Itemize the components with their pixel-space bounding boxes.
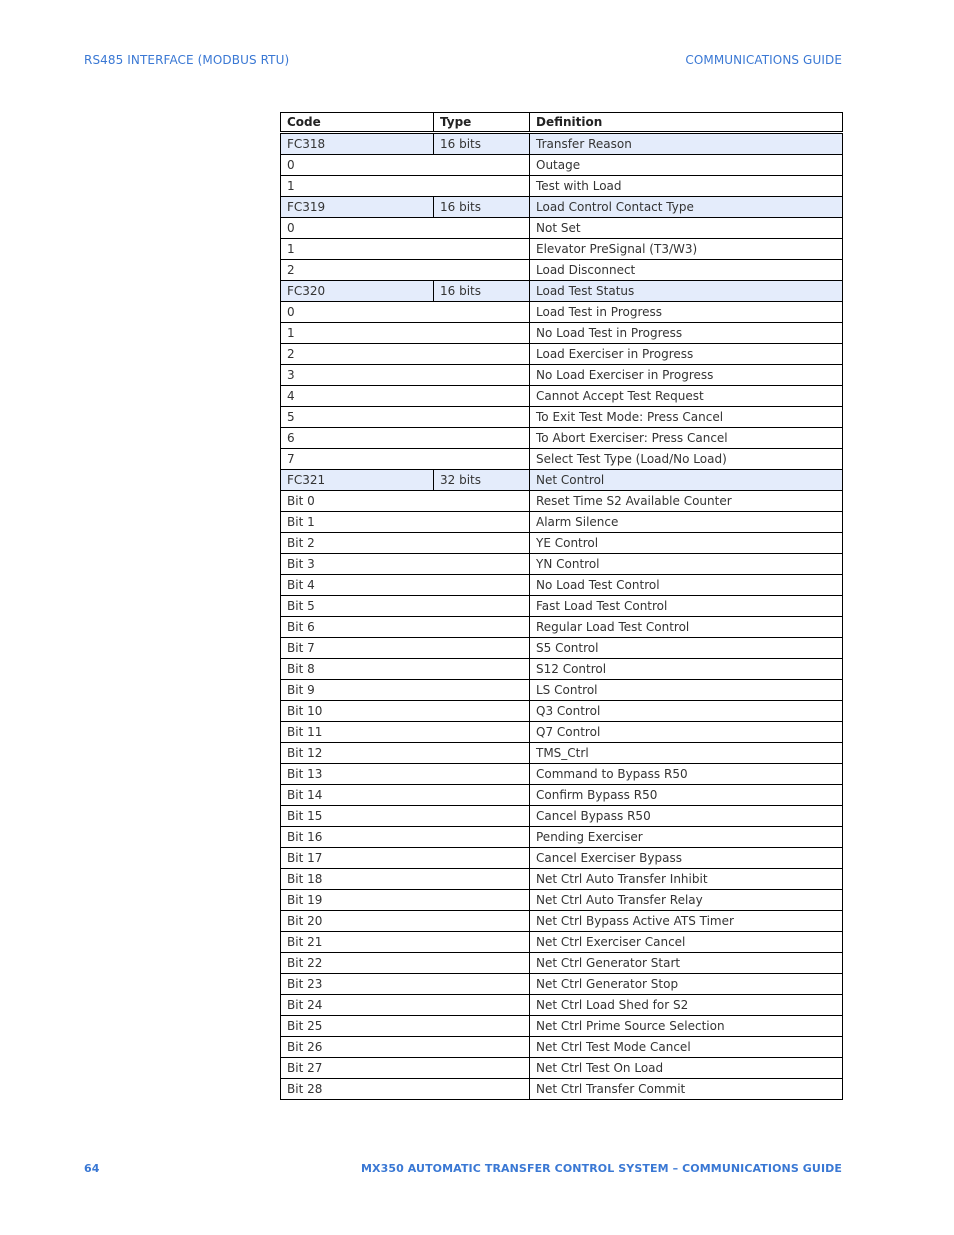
code-cell: Bit 17: [281, 848, 530, 869]
table-row: [281, 407, 843, 428]
format-code-row: [281, 470, 843, 491]
code-cell: 0: [281, 155, 530, 176]
code-cell: Bit 23: [281, 974, 530, 995]
definition-cell: Load Exerciser in Progress: [530, 344, 843, 365]
definition-cell: LS Control: [530, 680, 843, 701]
definition-cell: Net Ctrl Test Mode Cancel: [530, 1037, 843, 1058]
definition-cell: Load Test Status: [530, 281, 843, 302]
table-row: [281, 827, 843, 848]
definition-cell: Confirm Bypass R50: [530, 785, 843, 806]
definition-cell: To Exit Test Mode: Press Cancel: [530, 407, 843, 428]
definition-cell: Command to Bypass R50: [530, 764, 843, 785]
table-row: [281, 1058, 843, 1079]
code-cell: Bit 5: [281, 596, 530, 617]
table-row: [281, 1079, 843, 1100]
table-row: [281, 932, 843, 953]
table-row: [281, 995, 843, 1016]
column-header-code: Code: [281, 113, 434, 133]
definition-cell: Alarm Silence: [530, 512, 843, 533]
code-cell: Bit 27: [281, 1058, 530, 1079]
page-number: 64: [84, 1162, 100, 1175]
code-cell: Bit 26: [281, 1037, 530, 1058]
definition-cell: Net Ctrl Prime Source Selection: [530, 1016, 843, 1037]
table-row: [281, 239, 843, 260]
code-cell: Bit 2: [281, 533, 530, 554]
table-row: [281, 386, 843, 407]
table-row: [281, 722, 843, 743]
definition-cell: Q7 Control: [530, 722, 843, 743]
definition-cell: Q3 Control: [530, 701, 843, 722]
table-row: [281, 1016, 843, 1037]
definition-cell: Net Ctrl Auto Transfer Inhibit: [530, 869, 843, 890]
format-code-table-container: [280, 112, 842, 1100]
definition-cell: To Abort Exerciser: Press Cancel: [530, 428, 843, 449]
table-row: [281, 848, 843, 869]
table-row: [281, 176, 843, 197]
code-cell: Bit 19: [281, 890, 530, 911]
table-row: [281, 953, 843, 974]
code-cell: Bit 3: [281, 554, 530, 575]
definition-cell: Net Ctrl Transfer Commit: [530, 1079, 843, 1100]
definition-cell: Fast Load Test Control: [530, 596, 843, 617]
table-row: [281, 596, 843, 617]
code-cell: Bit 9: [281, 680, 530, 701]
running-footer-title: MX350 AUTOMATIC TRANSFER CONTROL SYSTEM – COMMUNICATIONS GUIDE: [360, 1162, 842, 1175]
table-row: [281, 638, 843, 659]
definition-cell: Pending Exerciser: [530, 827, 843, 848]
table-row: [281, 890, 843, 911]
definition-cell: Cancel Exerciser Bypass: [530, 848, 843, 869]
definition-cell: Net Ctrl Bypass Active ATS Timer: [530, 911, 843, 932]
definition-cell: YE Control: [530, 533, 843, 554]
definition-cell: Elevator PreSignal (T3/W3): [530, 239, 843, 260]
code-cell: Bit 16: [281, 827, 530, 848]
definition-cell: Net Ctrl Generator Stop: [530, 974, 843, 995]
code-cell: Bit 6: [281, 617, 530, 638]
running-header-section: RS485 INTERFACE (MODBUS RTU): [84, 53, 290, 67]
definition-cell: Cancel Bypass R50: [530, 806, 843, 827]
code-cell: FC320: [281, 281, 434, 302]
definition-cell: No Load Test in Progress: [530, 323, 843, 344]
format-code-row: [281, 197, 843, 218]
definition-cell: Test with Load: [530, 176, 843, 197]
code-cell: FC319: [281, 197, 434, 218]
definition-cell: Select Test Type (Load/No Load): [530, 449, 843, 470]
definition-cell: Regular Load Test Control: [530, 617, 843, 638]
definition-cell: S12 Control: [530, 659, 843, 680]
code-cell: 0: [281, 302, 530, 323]
table-row: [281, 365, 843, 386]
code-cell: 4: [281, 386, 530, 407]
table-row: [281, 218, 843, 239]
code-cell: 0: [281, 218, 530, 239]
definition-cell: Net Ctrl Test On Load: [530, 1058, 843, 1079]
table-row: [281, 974, 843, 995]
table-row: [281, 449, 843, 470]
table-row: [281, 575, 843, 596]
running-header-guide: COMMUNICATIONS GUIDE: [685, 53, 842, 67]
type-cell: 32 bits: [434, 470, 530, 491]
table-row: [281, 785, 843, 806]
table-row: [281, 743, 843, 764]
code-cell: Bit 13: [281, 764, 530, 785]
table-body: [281, 133, 843, 1100]
table-row: [281, 1037, 843, 1058]
table-row: [281, 491, 843, 512]
code-cell: 1: [281, 239, 530, 260]
column-header-type: Type: [434, 113, 530, 133]
table-header: [281, 113, 843, 133]
column-header-definition: Definition: [530, 113, 843, 133]
code-cell: Bit 11: [281, 722, 530, 743]
type-cell: 16 bits: [434, 133, 530, 155]
table-row: [281, 680, 843, 701]
format-code-table: [280, 112, 843, 1100]
table-header-row: [281, 113, 843, 133]
code-cell: FC318: [281, 133, 434, 155]
code-cell: Bit 18: [281, 869, 530, 890]
definition-cell: No Load Exerciser in Progress: [530, 365, 843, 386]
definition-cell: Reset Time S2 Available Counter: [530, 491, 843, 512]
table-row: [281, 512, 843, 533]
code-cell: 1: [281, 323, 530, 344]
code-cell: FC321: [281, 470, 434, 491]
table-row: [281, 533, 843, 554]
code-cell: 6: [281, 428, 530, 449]
type-cell: 16 bits: [434, 197, 530, 218]
table-row: [281, 428, 843, 449]
code-cell: Bit 1: [281, 512, 530, 533]
code-cell: 5: [281, 407, 530, 428]
format-code-row: [281, 133, 843, 155]
definition-cell: Net Ctrl Exerciser Cancel: [530, 932, 843, 953]
table-row: [281, 911, 843, 932]
table-row: [281, 659, 843, 680]
definition-cell: Load Test in Progress: [530, 302, 843, 323]
code-cell: Bit 8: [281, 659, 530, 680]
table-row: [281, 554, 843, 575]
type-cell: 16 bits: [434, 281, 530, 302]
code-cell: Bit 25: [281, 1016, 530, 1037]
code-cell: Bit 22: [281, 953, 530, 974]
definition-cell: Not Set: [530, 218, 843, 239]
code-cell: Bit 14: [281, 785, 530, 806]
definition-cell: Transfer Reason: [530, 133, 843, 155]
table-row: [281, 323, 843, 344]
definition-cell: Outage: [530, 155, 843, 176]
code-cell: Bit 24: [281, 995, 530, 1016]
code-cell: Bit 15: [281, 806, 530, 827]
definition-cell: Cannot Accept Test Request: [530, 386, 843, 407]
table-row: [281, 302, 843, 323]
format-code-row: [281, 281, 843, 302]
table-row: [281, 764, 843, 785]
code-cell: Bit 10: [281, 701, 530, 722]
definition-cell: Net Ctrl Generator Start: [530, 953, 843, 974]
code-cell: Bit 20: [281, 911, 530, 932]
code-cell: Bit 7: [281, 638, 530, 659]
code-cell: 2: [281, 344, 530, 365]
code-cell: Bit 28: [281, 1079, 530, 1100]
code-cell: Bit 0: [281, 491, 530, 512]
table-row: [281, 617, 843, 638]
definition-cell: Net Ctrl Auto Transfer Relay: [530, 890, 843, 911]
table-row: [281, 155, 843, 176]
code-cell: 1: [281, 176, 530, 197]
definition-cell: Load Control Contact Type: [530, 197, 843, 218]
table-row: [281, 344, 843, 365]
table-row: [281, 701, 843, 722]
code-cell: 3: [281, 365, 530, 386]
definition-cell: No Load Test Control: [530, 575, 843, 596]
code-cell: Bit 21: [281, 932, 530, 953]
definition-cell: TMS_Ctrl: [530, 743, 843, 764]
code-cell: Bit 12: [281, 743, 530, 764]
code-cell: Bit 4: [281, 575, 530, 596]
table-row: [281, 260, 843, 281]
table-row: [281, 806, 843, 827]
definition-cell: Net Control: [530, 470, 843, 491]
table-row: [281, 869, 843, 890]
definition-cell: YN Control: [530, 554, 843, 575]
definition-cell: S5 Control: [530, 638, 843, 659]
definition-cell: Load Disconnect: [530, 260, 843, 281]
definition-cell: Net Ctrl Load Shed for S2: [530, 995, 843, 1016]
code-cell: 2: [281, 260, 530, 281]
code-cell: 7: [281, 449, 530, 470]
